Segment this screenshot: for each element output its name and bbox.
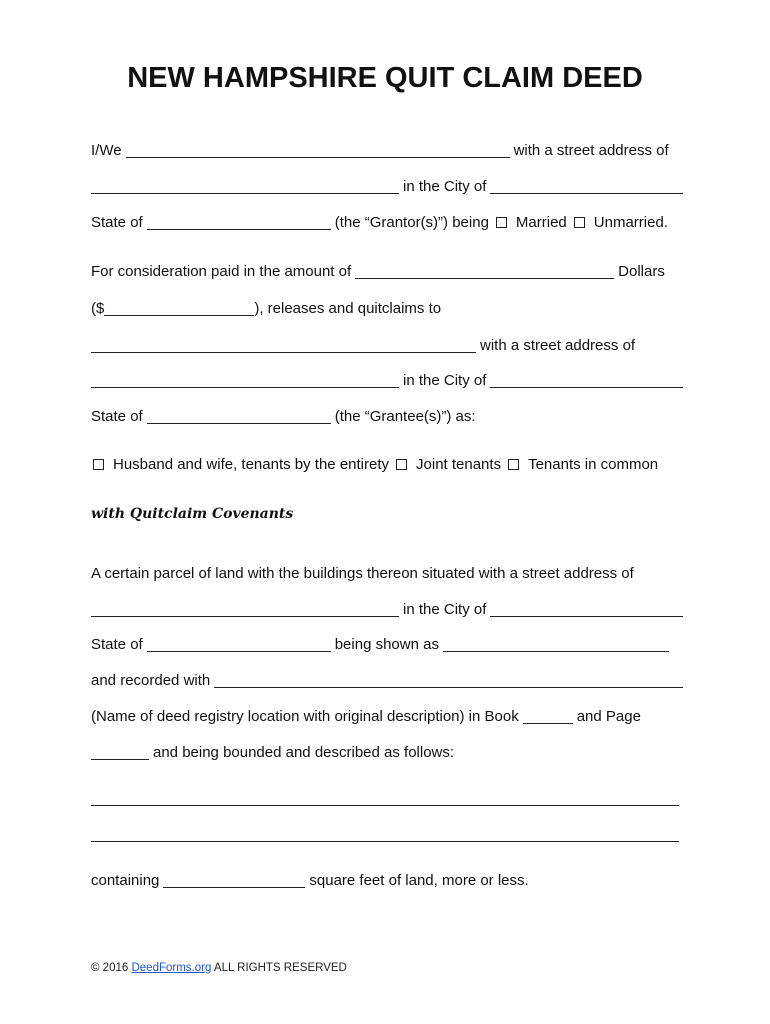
containing-line bbox=[91, 871, 683, 891]
description-line-2[interactable] bbox=[91, 841, 679, 842]
square-feet-label: square feet of land, more or less. bbox=[309, 872, 529, 889]
and-page-label: and Page bbox=[576, 708, 641, 725]
grantor-name-field[interactable] bbox=[126, 143, 510, 158]
parcel-intro-text: A certain parcel of land with the buildings thereon situated with a street address of bbox=[91, 565, 634, 582]
grantor-address-line bbox=[91, 177, 683, 197]
book-field[interactable] bbox=[523, 709, 573, 724]
parcel-state-line bbox=[91, 635, 683, 655]
grantor-city-field[interactable] bbox=[490, 179, 683, 194]
grantor-street-address-label: with a street address of bbox=[513, 142, 669, 159]
tenants-entirety-checkbox[interactable] bbox=[93, 459, 104, 470]
consideration-line bbox=[91, 262, 683, 282]
description-line-1[interactable] bbox=[91, 805, 679, 806]
joint-tenants-label: Joint tenants bbox=[416, 456, 502, 473]
parcel-intro-line bbox=[91, 564, 683, 584]
tenancy-options-line bbox=[91, 455, 683, 475]
consideration-label: For consideration paid in the amount of bbox=[91, 263, 352, 280]
joint-tenants-checkbox[interactable] bbox=[396, 459, 407, 470]
dollar-open-label: ($ bbox=[91, 300, 105, 317]
unmarried-label: Unmarried. bbox=[593, 214, 668, 231]
square-feet-field[interactable] bbox=[163, 873, 305, 888]
tenants-in-common-checkbox[interactable] bbox=[508, 459, 519, 470]
recorded-with-label: and recorded with bbox=[91, 672, 211, 689]
recorded-with-field[interactable] bbox=[214, 673, 683, 688]
registry-book-label: (Name of deed registry location with original description) in Book bbox=[91, 708, 519, 725]
grantor-city-label: in the City of bbox=[403, 178, 487, 195]
tenants-in-common-label: Tenants in common bbox=[528, 456, 659, 473]
grantee-name-field[interactable] bbox=[91, 338, 476, 353]
grantee-name-line bbox=[91, 336, 683, 356]
grantor-state-field[interactable] bbox=[147, 215, 331, 230]
being-shown-as-field[interactable] bbox=[443, 637, 669, 652]
footer bbox=[91, 960, 347, 976]
releases-label: ), releases and quitclaims to bbox=[254, 300, 442, 317]
rights-reserved-text: ALL RIGHTS RESERVED bbox=[213, 962, 347, 974]
married-label: Married bbox=[515, 214, 567, 231]
grantor-name-line bbox=[91, 141, 683, 161]
dollars-label: Dollars bbox=[618, 263, 665, 280]
parcel-city-label: in the City of bbox=[403, 601, 487, 618]
consideration-numeric-line bbox=[91, 299, 683, 319]
page-bounded-line bbox=[91, 743, 683, 763]
grantee-state-label: State of bbox=[91, 408, 143, 425]
parcel-address-line bbox=[91, 600, 683, 620]
covenants-heading: with Quitclaim Covenants bbox=[91, 506, 294, 522]
iwe-label: I/We bbox=[91, 142, 122, 159]
parcel-state-field[interactable] bbox=[147, 637, 331, 652]
parcel-street-field[interactable] bbox=[91, 602, 399, 617]
grantee-city-field[interactable] bbox=[490, 373, 683, 388]
parcel-city-field[interactable] bbox=[490, 602, 683, 617]
page-field[interactable] bbox=[91, 745, 149, 760]
recorded-with-line bbox=[91, 671, 683, 691]
consideration-amount-field[interactable] bbox=[104, 301, 254, 316]
grantee-state-line bbox=[91, 407, 683, 427]
grantee-state-field[interactable] bbox=[147, 409, 331, 424]
parcel-state-label: State of bbox=[91, 636, 143, 653]
registry-book-line bbox=[91, 707, 683, 727]
bounded-label: and being bounded and described as follows: bbox=[153, 744, 455, 761]
tenants-entirety-label: Husband and wife, tenants by the entirety bbox=[113, 456, 390, 473]
grantee-address-line bbox=[91, 371, 683, 391]
grantee-street-address-label: with a street address of bbox=[480, 337, 636, 354]
grantee-street-field[interactable] bbox=[91, 373, 399, 388]
grantor-street-field[interactable] bbox=[91, 179, 399, 194]
consideration-amount-words-field[interactable] bbox=[355, 264, 614, 279]
grantee-as-label: (the “Grantee(s)”) as: bbox=[334, 408, 476, 425]
being-shown-as-label: being shown as bbox=[334, 636, 439, 653]
unmarried-checkbox[interactable] bbox=[574, 217, 585, 228]
containing-label: containing bbox=[91, 872, 160, 889]
grantor-state-line bbox=[91, 213, 683, 233]
married-checkbox[interactable] bbox=[496, 217, 507, 228]
deedforms-link[interactable]: DeedForms.org bbox=[131, 962, 212, 974]
copyright-text: © 2016 bbox=[91, 962, 129, 974]
grantor-state-label: State of bbox=[91, 214, 143, 231]
grantor-being-label: (the “Grantor(s)”) being bbox=[334, 214, 489, 231]
document-title: NEW HAMPSHIRE QUIT CLAIM DEED bbox=[127, 62, 643, 94]
grantee-city-label: in the City of bbox=[403, 372, 487, 389]
